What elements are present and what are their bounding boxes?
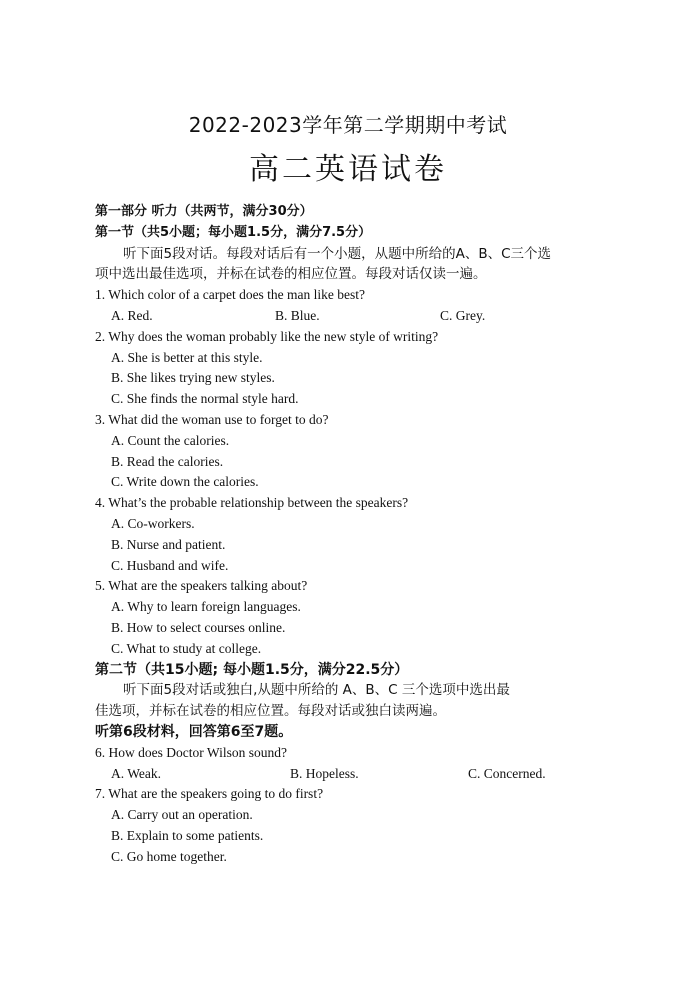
option-a: A. Why to learn foreign languages. [111, 599, 301, 615]
option-b: B. Blue. [275, 307, 320, 323]
option-c: C. She finds the normal style hard. [111, 391, 299, 407]
exam-title: 2022-2023学年第二学期期中考试 [188, 113, 508, 137]
option-b: B. Read the calories. [111, 453, 224, 469]
option-c: C. Go home together. [111, 848, 227, 864]
option-a: A. Red. [111, 307, 153, 323]
question-1: 1. Which color of a carpet does the man like best? [95, 287, 366, 303]
section1-heading: 第一节（共5小题；每小题1.5分，满分7.5分） [95, 224, 372, 240]
option-b: B. Explain to some patients. [111, 827, 264, 843]
options-row [95, 764, 610, 785]
option-a: A. Carry out an operation. [111, 807, 253, 823]
option-c: C. What to study at college. [111, 640, 262, 656]
options-row [95, 306, 610, 327]
option-c: C. Grey. [440, 307, 486, 323]
section1-instructions [95, 244, 610, 286]
option-a: A. She is better at this style. [111, 349, 263, 365]
option-c: C. Write down the calories. [111, 474, 259, 490]
material-heading: 听第6段材料，回答第6至7题。 [95, 723, 293, 740]
question-6: 6. How does Doctor Wilson sound? [95, 744, 287, 760]
section2-heading: 第二节（共15小题; 每小题1.5分，满分22.5分） [95, 661, 409, 678]
option-b: B. Nurse and patient. [111, 536, 226, 552]
option-c: C. Husband and wife. [111, 557, 229, 573]
exam-body [95, 202, 610, 868]
question-4: 4. What’s the probable relationship between the speakers? [95, 495, 409, 511]
instruction-line: 佳选项，并标在试卷的相应位置。每段对话或独白读两遍。 [95, 703, 446, 720]
section2-instructions [95, 680, 610, 722]
question-5: 5. What are the speakers talking about? [95, 578, 308, 594]
instruction-line: 项中选出最佳选项，并标在试卷的相应位置。每段对话仅读一遍。 [95, 266, 487, 283]
question-3: 3. What did the woman use to forget to do? [95, 411, 329, 427]
instruction-line: 听下面5段对话。每段对话后有一个小题，从题中所给的A、B、C三个选 [123, 245, 552, 262]
question-2: 2. Why does the woman probably like the new style of writing? [95, 328, 439, 344]
exam-subtitle: 高二英语试卷 [249, 152, 447, 187]
option-b: B. She likes trying new styles. [111, 370, 275, 386]
option-b: B. How to select courses online. [111, 619, 286, 635]
option-b: B. Hopeless. [290, 765, 359, 781]
option-a: A. Count the calories. [111, 432, 230, 448]
question-7: 7. What are the speakers going to do first? [95, 786, 324, 802]
part1-heading: 第一部分 听力（共两节，满分30分） [95, 204, 313, 219]
option-a: A. Weak. [111, 765, 162, 781]
option-c: C. Concerned. [468, 765, 546, 781]
option-a: A. Co-workers. [111, 515, 195, 531]
instruction-line: 听下面5段对话或独白,从题中所给的 A、B、C 三个选项中选出最 [123, 682, 510, 699]
